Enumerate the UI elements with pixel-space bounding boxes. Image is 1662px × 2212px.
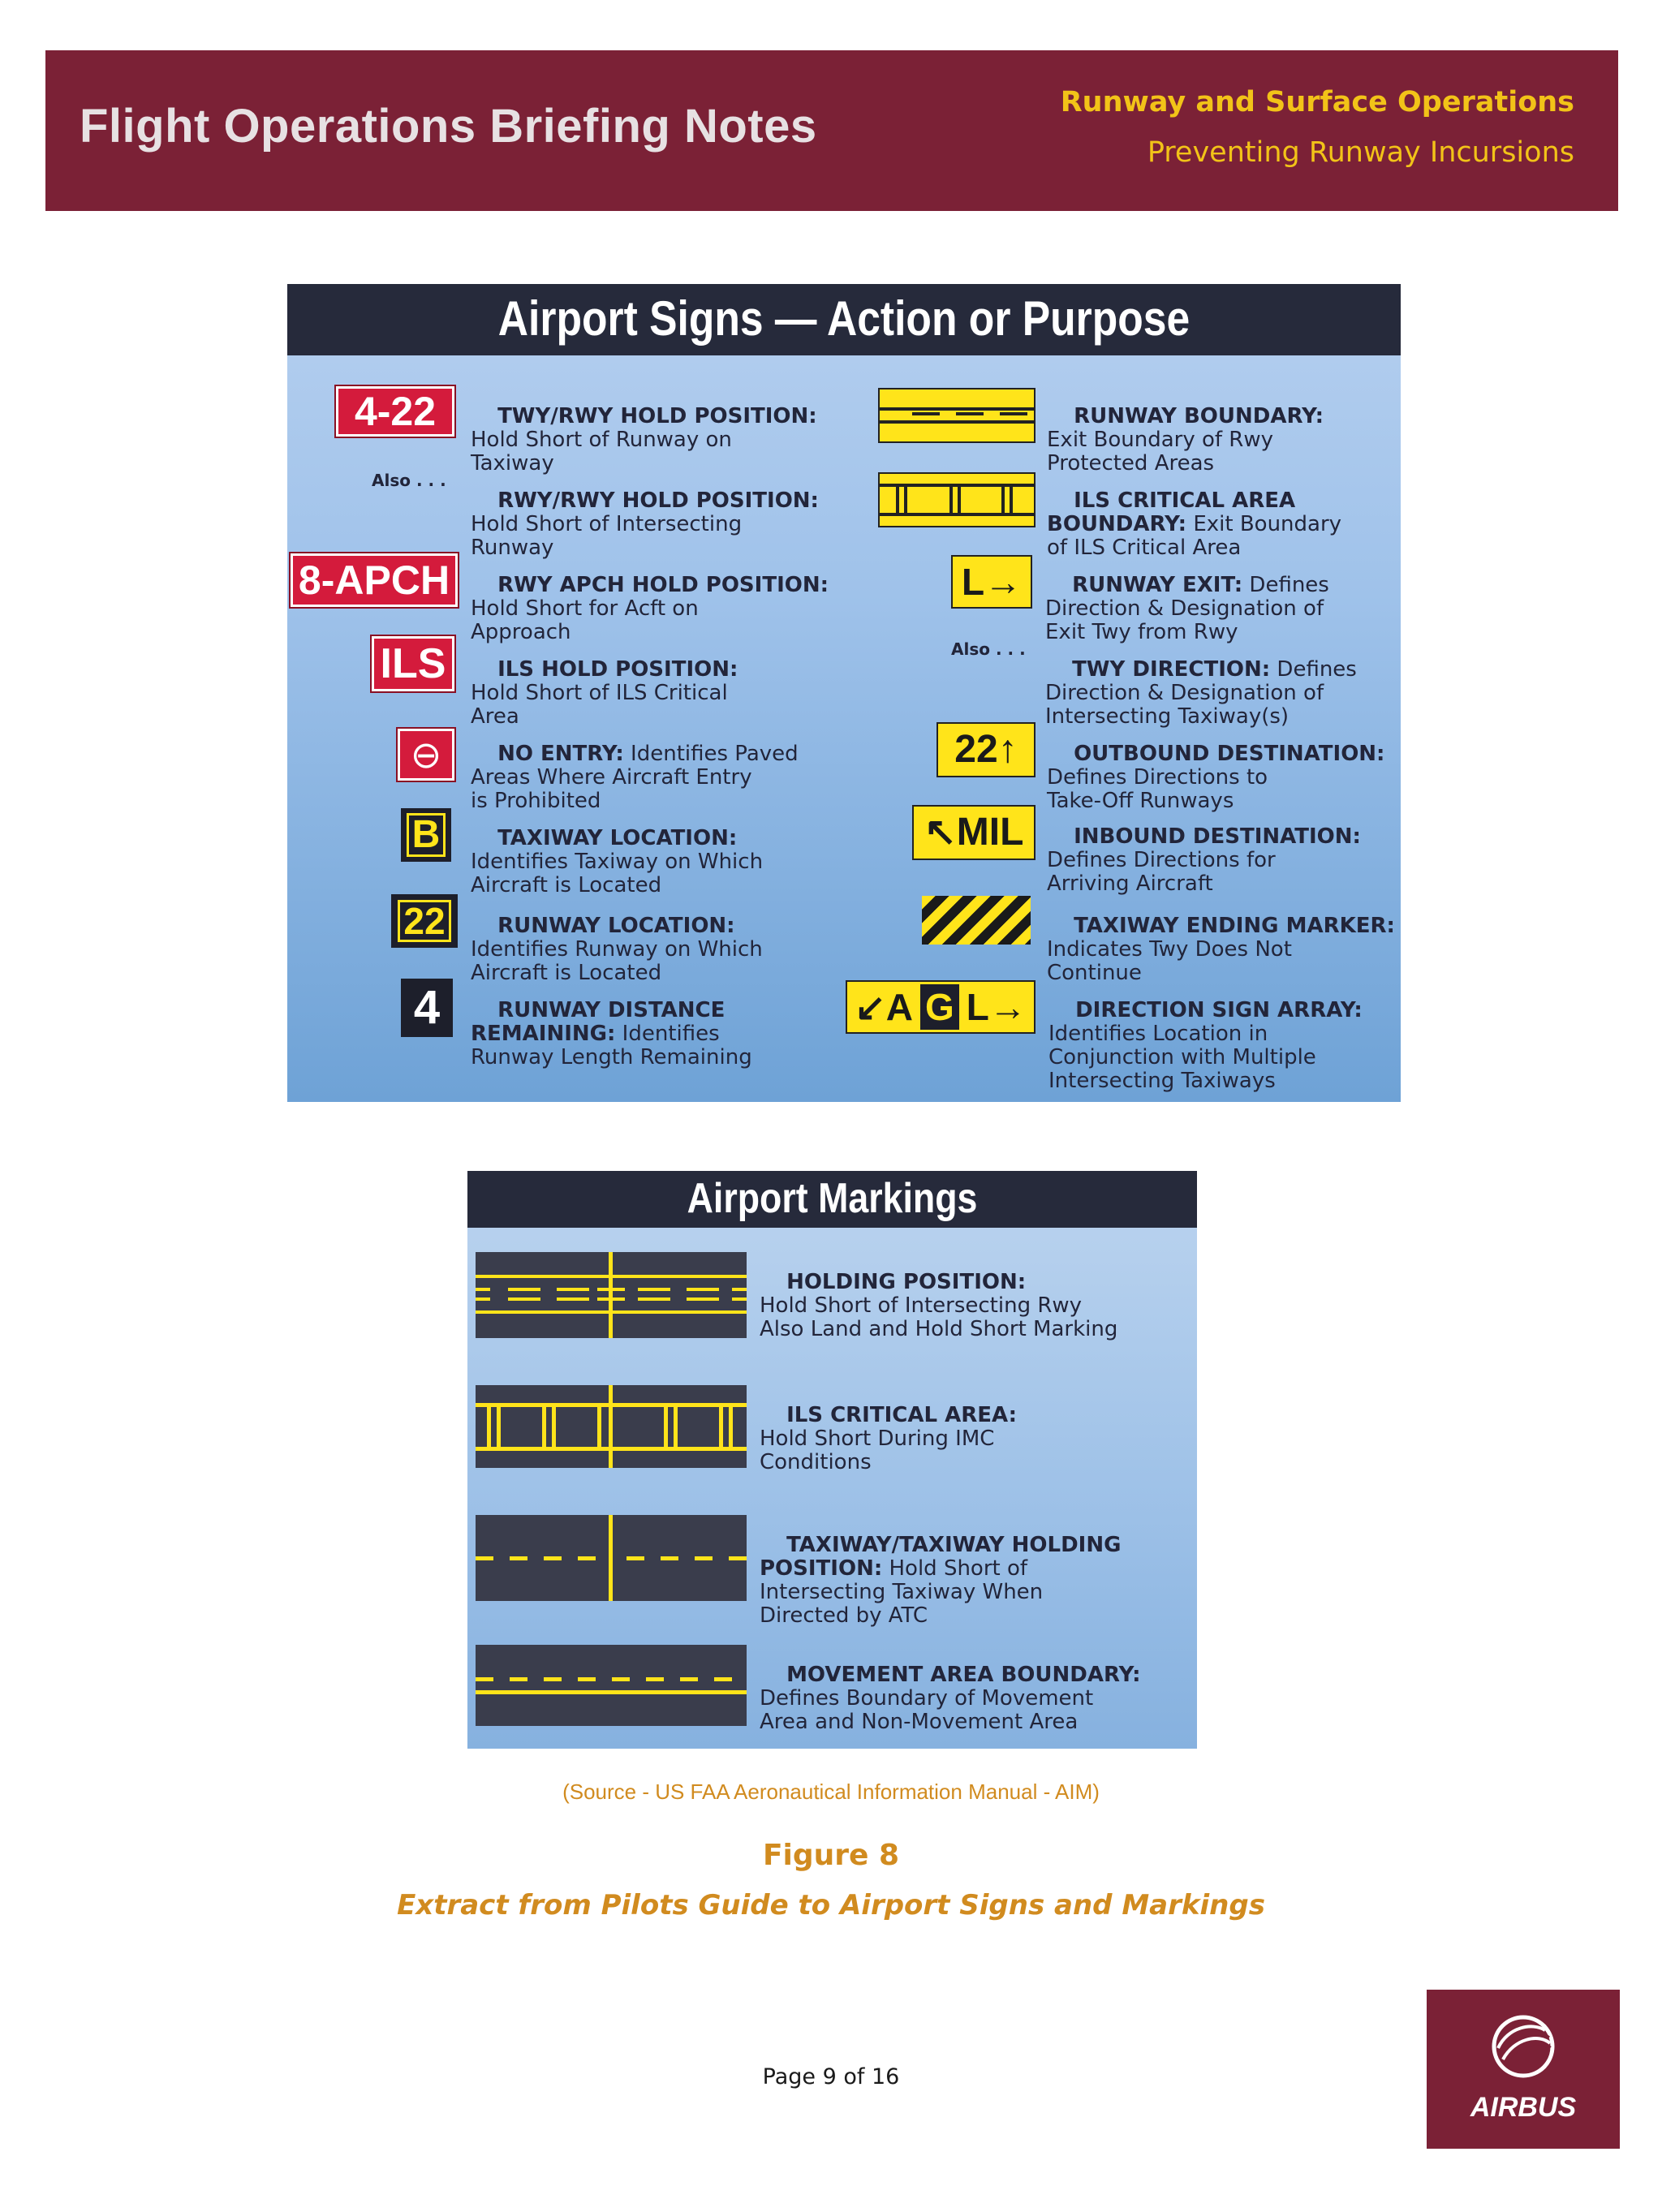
also-label-right: Also . . . [951, 639, 1026, 659]
airbus-swirl-icon [1427, 1996, 1620, 2094]
sign-8-apch: 8-APCH [291, 553, 458, 607]
airport-markings-figure [467, 1171, 1197, 1749]
runway-boundary-pattern [880, 389, 1034, 441]
sign-outbound-destination: 22↑ [936, 722, 1036, 777]
taxiway-holding-pattern [476, 1515, 747, 1601]
airport-signs-figure [287, 284, 1401, 1102]
page-header [45, 50, 1618, 211]
marking-taxiway-holding-position [476, 1515, 747, 1601]
sign-desc-inbound-destination: INBOUND DESTINATION: Defines Directions for Arriving Aircraft [1047, 824, 1361, 896]
sign-desc-rwy-rwy-hold: RWY/RWY HOLD POSITION: Hold Short of Intersecting Runway [471, 488, 819, 560]
movement-boundary-pattern [476, 1645, 747, 1726]
sign-b-letter: B [407, 813, 446, 857]
sign-desc-twy-direction: TWY DIRECTION: Defines Direction & Designation of Intersecting Taxiway(s) [1045, 657, 1357, 729]
marking-ils-critical-area [476, 1385, 747, 1468]
sign-desc-twy-rwy-hold: TWY/RWY HOLD POSITION: Hold Short of Runway on Taxiway [471, 404, 817, 476]
marking-desc-taxiway-holding-position: TAXIWAY/TAXIWAY HOLDING POSITION: Hold Short of Intersecting Taxiway When Directed by ATC [760, 1533, 1122, 1628]
sign-ils-critical-boundary [878, 472, 1036, 527]
signs-title-bar [287, 284, 1401, 355]
sign-desc-rwy-apch-hold: RWY APCH HOLD POSITION: Hold Short for Acft on Approach [471, 573, 829, 644]
marking-desc-ils-critical-area: ILS CRITICAL AREA: Hold Short During IMC Conditions [760, 1403, 1017, 1474]
also-label-left: Also . . . [372, 471, 446, 490]
direction-array-right: L→ [966, 986, 1027, 1028]
sign-runway-boundary [878, 388, 1036, 443]
sign-distance-remaining-4: 4 [401, 979, 453, 1037]
sign-runway-location-22 [391, 894, 458, 948]
sign-taxiway-location-b [401, 808, 451, 862]
markings-title-bar [467, 1171, 1197, 1228]
sign-desc-direction-array: DIRECTION SIGN ARRAY: Identifies Location in Conjunction with Multiple Intersecting Taxiways [1048, 998, 1363, 1093]
markings-title: Airport Markings [687, 1175, 978, 1222]
sign-desc-distance-remaining: RUNWAY DISTANCE REMAINING: Identifies Runway Length Remaining [471, 998, 752, 1069]
sign-no-entry: ⊖ [398, 729, 454, 781]
page-number: Page 9 of 16 [762, 2064, 900, 2089]
sign-22-number: 22 [398, 900, 450, 942]
marking-movement-area-boundary [476, 1645, 747, 1726]
holding-position-pattern [476, 1252, 747, 1338]
sign-4-22: 4-22 [336, 386, 454, 437]
document-title: Flight Operations Briefing Notes [80, 100, 817, 153]
direction-array-location: G [918, 982, 962, 1032]
airbus-wordmark: AIRBUS [1470, 2092, 1577, 2123]
marking-desc-holding-position: HOLDING POSITION: Hold Short of Intersecting Rwy Also Land and Hold Short Marking [760, 1270, 1118, 1341]
sign-desc-no-entry: NO ENTRY: Identifies Paved Areas Where Aircraft Entry is Prohibited [471, 742, 799, 813]
ils-critical-area-pattern [476, 1385, 747, 1468]
figure-source: (Source - US FAA Aeronautical Information Manual - AIM) [562, 1779, 1100, 1804]
sign-desc-runway-exit: RUNWAY EXIT: Defines Direction & Designation of Exit Twy from Rwy [1045, 573, 1329, 644]
sign-desc-ils-critical-boundary: ILS CRITICAL AREA BOUNDARY: Exit Boundary of ILS Critical Area [1047, 488, 1342, 560]
sign-taxiway-ending-marker [922, 896, 1031, 945]
sign-desc-taxiway-location: TAXIWAY LOCATION: Identifies Taxiway on Which Aircraft is Located [471, 826, 764, 897]
sign-desc-runway-location: RUNWAY LOCATION: Identifies Runway on Which Aircraft is Located [471, 914, 763, 985]
figure-number: Figure 8 [762, 1839, 900, 1872]
sign-ils: ILS [372, 636, 454, 691]
direction-array-left: ↙A [855, 986, 913, 1028]
signs-title: Airport Signs — Action or Purpose [497, 291, 1191, 346]
sign-inbound-destination: ↖MIL [912, 805, 1036, 860]
airbus-logo [1427, 1990, 1620, 2149]
sign-desc-ils-hold: ILS HOLD POSITION: Hold Short of ILS Critical Area [471, 657, 738, 729]
ils-boundary-pattern [880, 474, 1034, 526]
sign-desc-runway-boundary: RUNWAY BOUNDARY: Exit Boundary of Rwy Protected Areas [1047, 404, 1324, 476]
figure-caption: Extract from Pilots Guide to Airport Signs and Markings [397, 1889, 1265, 1922]
sign-desc-taxiway-ending-marker: TAXIWAY ENDING MARKER: Indicates Twy Does Not Continue [1047, 914, 1395, 985]
sign-direction-array [846, 980, 1036, 1034]
topic-title: Preventing Runway Incursions [1147, 136, 1574, 169]
marking-desc-movement-area-boundary: MOVEMENT AREA BOUNDARY: Defines Boundary of Movement Area and Non-Movement Area [760, 1663, 1141, 1734]
sign-runway-exit: L→ [951, 555, 1032, 609]
sign-desc-outbound-destination: OUTBOUND DESTINATION: Defines Directions to Take-Off Runways [1047, 742, 1385, 813]
marking-holding-position [476, 1252, 747, 1338]
section-title: Runway and Surface Operations [1060, 86, 1574, 118]
